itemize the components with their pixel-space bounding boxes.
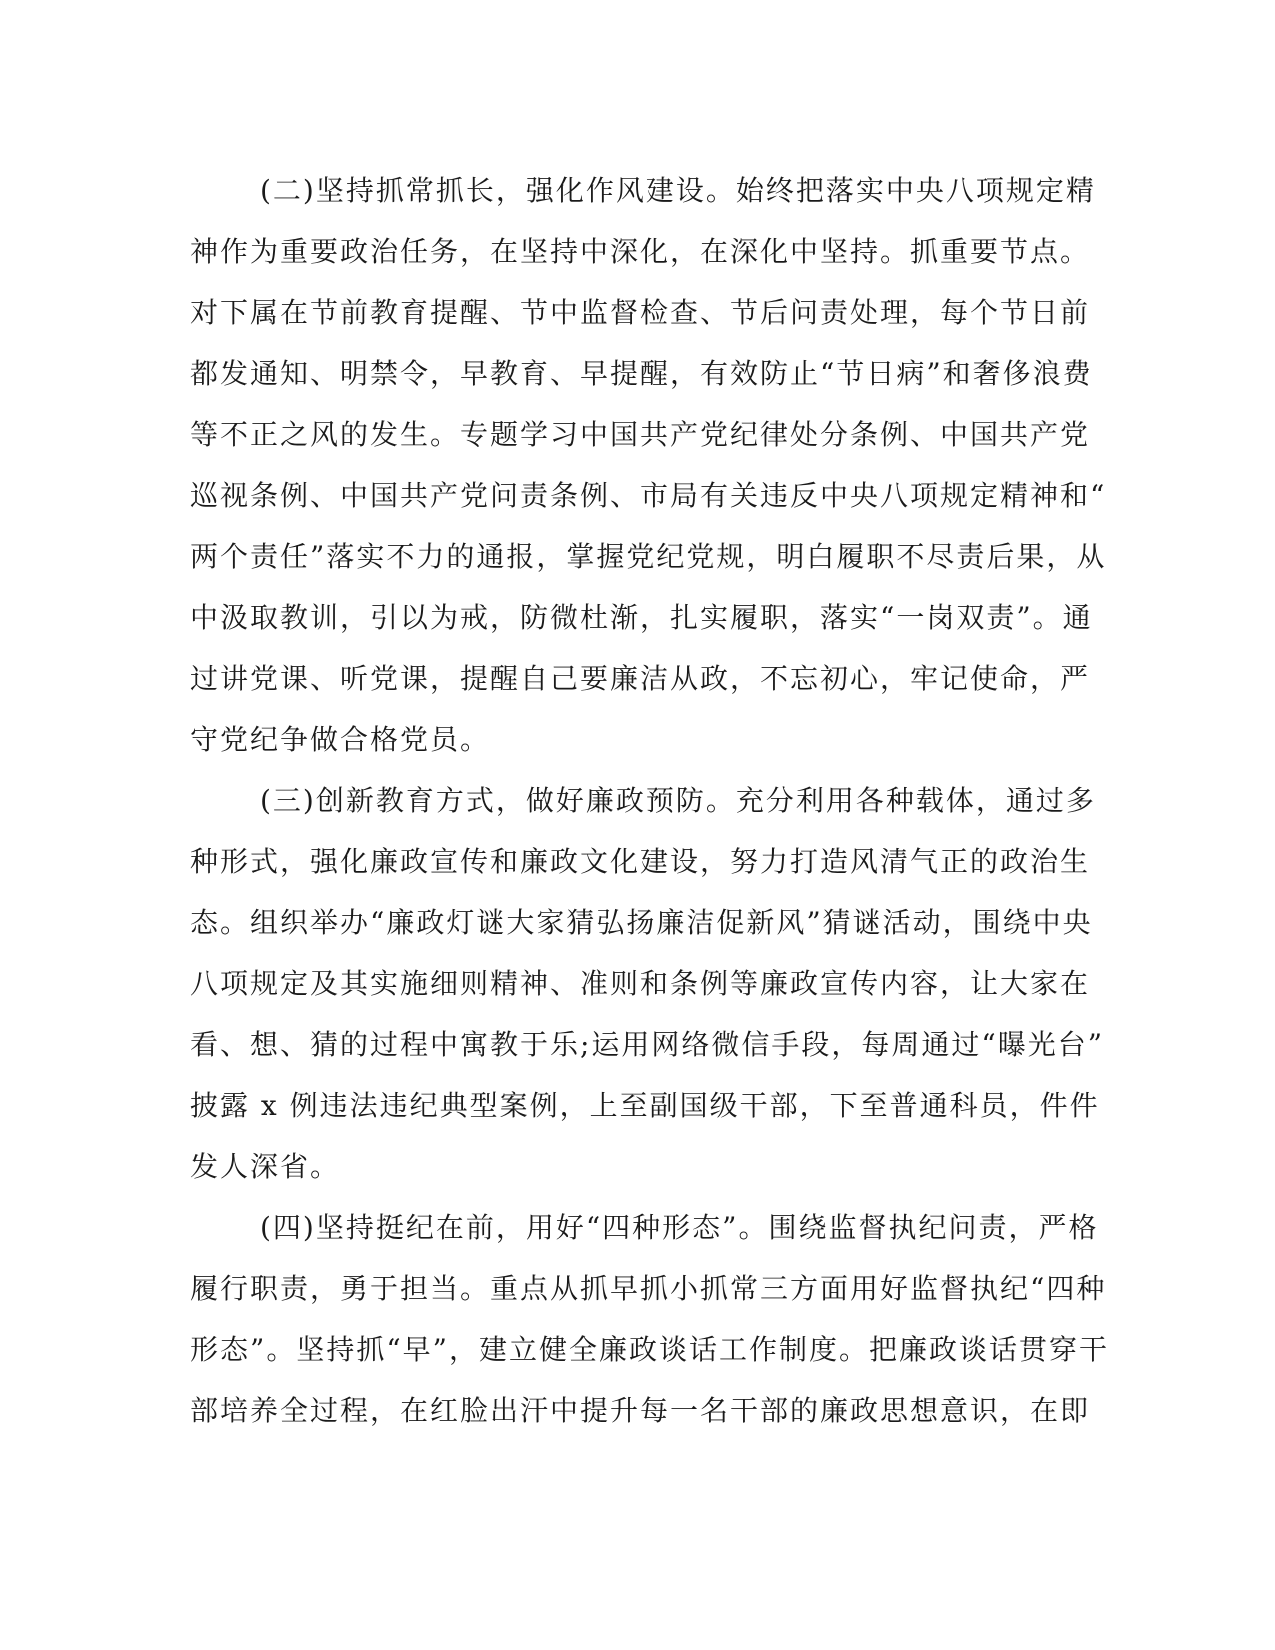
text-line: (二)坚持抓常抓长，强化作风建设。始终把落实中央八项规定精 [260,174,1096,207]
text-line: 守党纪争做合格党员。 [190,723,491,756]
text-line: 巡视条例、中国共产党问责条例、市局有关违反中央八项规定精神和“ [190,479,1107,512]
text-line: 部培养全过程，在红脸出汗中提升每一名干部的廉政思想意识，在即 [190,1394,1091,1427]
text-line: 两个责任”落实不力的通报，掌握党纪党规，明白履职不尽责后果，从 [190,540,1107,573]
text-line: 看、想、猜的过程中寓教于乐;运用网络微信手段，每周通过“曝光台” [190,1028,1105,1061]
text-line: 神作为重要政治任务，在坚持中深化，在深化中坚持。抓重要节点。 [190,235,1091,268]
text-line: 八项规定及其实施细则精神、准则和条例等廉政宣传内容，让大家在 [190,967,1091,1000]
text-line: (三)创新教育方式，做好廉政预防。充分利用各种载体，通过多 [260,784,1096,817]
text-line: 等不正之风的发生。专题学习中国共产党纪律处分条例、中国共产党 [190,418,1091,451]
text-line: 种形式，强化廉政宣传和廉政文化建设，努力打造风清气正的政治生 [190,845,1091,878]
text-line: 发人深省。 [190,1150,341,1183]
paragraph-2 [190,160,1107,770]
paragraph-3 [190,770,1105,1197]
text-line: 披露 x 例违法违纪典型案例，上至副国级干部，下至普通科员，件件 [190,1089,1100,1122]
text-line: (四)坚持挺纪在前，用好“四种形态”。围绕监督执纪问责，严格 [260,1211,1099,1244]
text-line: 都发通知、明禁令，早教育、早提醒，有效防止“节日病”和奢侈浪费 [190,357,1093,390]
text-line: 过讲党课、听党课，提醒自己要廉洁从政，不忘初心，牢记使命，严 [190,662,1091,695]
document-body [190,160,1109,1441]
text-line: 对下属在节前教育提醒、节中监督检查、节后问责处理，每个节日前 [190,296,1091,329]
text-line: 履行职责，勇于担当。重点从抓早抓小抓常三方面用好监督执纪“四种 [190,1272,1107,1305]
text-line: 形态”。坚持抓“早”，建立健全廉政谈话工作制度。把廉政谈话贯穿干 [190,1333,1109,1366]
text-line: 中汲取教训，引以为戒，防微杜渐，扎实履职，落实“一岗双责”。通 [190,601,1093,634]
paragraph-4 [190,1197,1109,1441]
text-line: 态。组织举办“廉政灯谜大家猜弘扬廉洁促新风”猜谜活动，围绕中央 [190,906,1093,939]
